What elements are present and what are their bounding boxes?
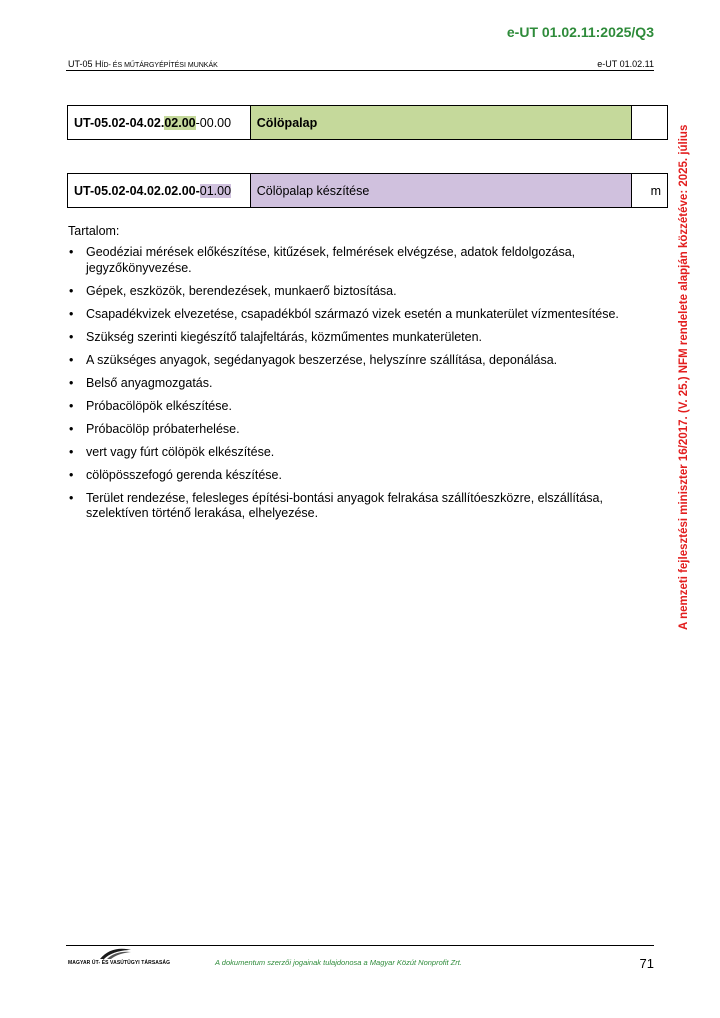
footer-divider: [66, 945, 654, 946]
bullet-icon: •: [69, 421, 74, 436]
list-item: [68, 284, 628, 300]
item-code-cell: [68, 174, 251, 208]
item-name-cell: Cölöpalap készítése: [250, 174, 631, 208]
item-code-prefix: UT-05.02-04.02.02.00-: [74, 183, 200, 198]
item-code-suffix: -00.00: [195, 115, 232, 130]
header-chapter-main: UT-05 H: [68, 59, 102, 69]
bullet-icon: •: [69, 467, 74, 482]
list-item: [68, 422, 628, 438]
list-item-text: Belső anyagmozgatás.: [86, 375, 213, 390]
bullet-icon: •: [69, 283, 74, 298]
item-code-prefix: UT-05.02-04.02.: [74, 115, 165, 130]
item-code-cell: [68, 106, 251, 140]
list-item: [68, 445, 628, 461]
content-section: [68, 223, 628, 529]
list-item-text: cölöpösszefogó gerenda készítése.: [86, 467, 282, 482]
copyright-notice: A dokumentum szerzői jogainak tulajdonosa a Magyar Közút Nonprofit Zrt.: [215, 958, 462, 967]
list-item-text: Gépek, eszközök, berendezések, munkaerő biztosítása.: [86, 283, 397, 298]
header-chapter-title: [68, 59, 218, 69]
road-swoosh-icon: [98, 947, 132, 961]
bullet-icon: •: [69, 375, 74, 390]
item-unit-cell: [632, 106, 668, 140]
side-publication-note: A nemzeti fejlesztési miniszter 16/2017. (V. 25.) NFM rendelete alapján közzétéve: 2025. július: [678, 124, 690, 630]
item-table-group: [67, 105, 668, 140]
table-row: [68, 174, 668, 208]
page-number: 71: [639, 956, 654, 971]
bullet-icon: •: [69, 245, 74, 259]
logo-text: MAGYAR ÚT- ÉS VASÚTÜGYI TÁRSASÁG: [68, 960, 171, 966]
document-code: e-UT 01.02.11:2025/Q3: [506, 24, 654, 40]
bullet-icon: •: [69, 444, 74, 459]
item-table-subitem: [67, 173, 668, 208]
publisher-logo: [68, 947, 171, 969]
list-item-text: vert vagy fúrt cölöpök elkészítése.: [86, 444, 275, 459]
content-list: [68, 245, 628, 522]
list-item: [68, 330, 628, 346]
list-item-text: A szükséges anyagok, segédanyagok beszerzése, helyszínre szállítása, deponálása.: [86, 352, 558, 367]
table-row: [68, 106, 668, 140]
item-unit-cell: m: [632, 174, 668, 208]
list-item: [68, 245, 628, 276]
list-item: [68, 468, 628, 484]
list-item-text: Próbacölöp próbaterhelése.: [86, 421, 240, 436]
list-item-text: Terület rendezése, felesleges építési-bontási anyagok felrakása szállítóeszközre, elszállítása, szelektíven történő lerakása, elhelyezése.: [86, 490, 603, 520]
list-item-text: Csapadékvizek elvezetése, csapadékból származó vizek esetén a munkaterület vízmentesítése.: [86, 306, 619, 321]
bullet-icon: •: [69, 490, 74, 505]
bullet-icon: •: [69, 329, 74, 344]
list-item: [68, 307, 628, 323]
bullet-icon: •: [69, 398, 74, 413]
header-chapter-smallcaps: ÍD- ÉS MŰTÁRGYÉPÍTÉSI MUNKÁK: [101, 62, 218, 69]
list-item: [68, 353, 628, 369]
item-name-cell: Cölöpalap: [250, 106, 632, 140]
header-divider: [66, 70, 654, 71]
bullet-icon: •: [69, 352, 74, 367]
item-code-highlight: 01.00: [199, 183, 232, 198]
bullet-icon: •: [69, 306, 74, 321]
list-item: [68, 399, 628, 415]
header-doc-ref: e-UT 01.02.11: [597, 59, 654, 69]
list-item: [68, 491, 628, 522]
list-item: [68, 376, 628, 392]
list-item-text: Geodéziai mérések előkészítése, kitűzések, felmérések elvégzése, adatok feldolgozása, jegyzőkönyvezése.: [86, 245, 576, 275]
list-item-text: Szükség szerinti kiegészítő talajfeltárás, közműmentes munkaterületen.: [86, 329, 483, 344]
content-title: Tartalom:: [68, 224, 120, 238]
list-item-text: Próbacölöpök elkészítése.: [86, 398, 232, 413]
item-code-highlight: 02.00: [164, 115, 196, 130]
